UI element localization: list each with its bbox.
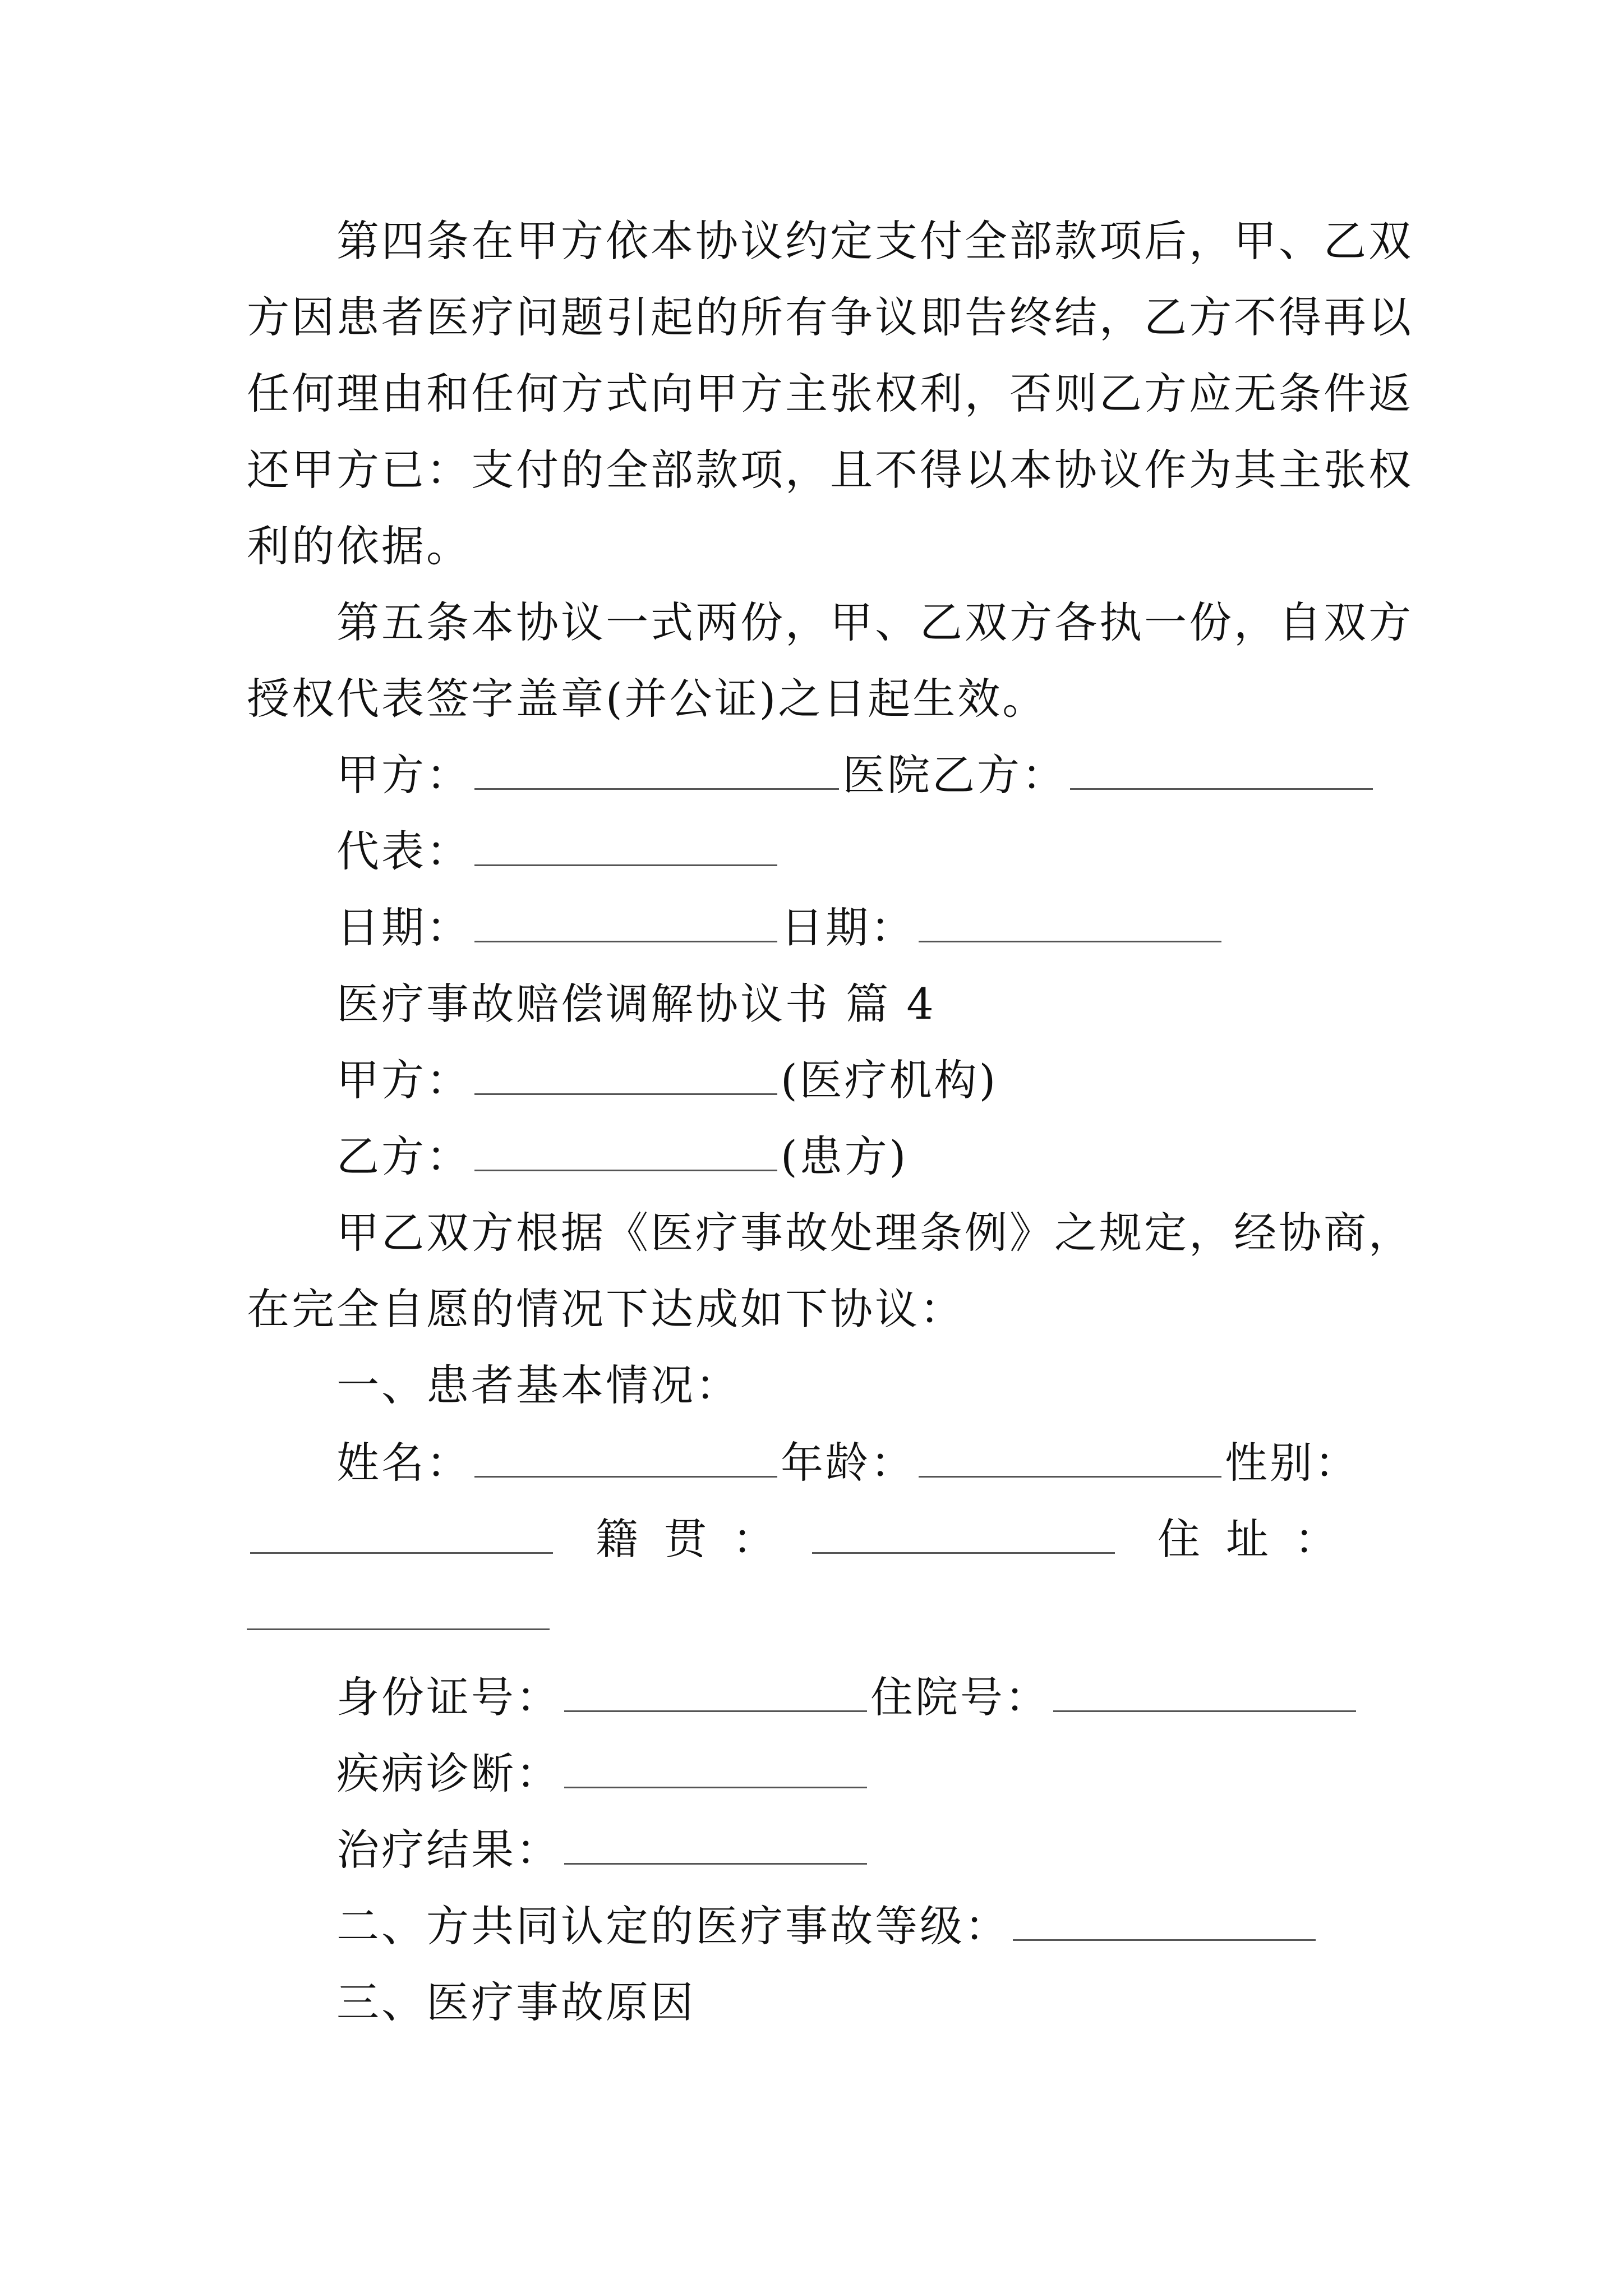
accident-grade-blank: [1013, 1899, 1316, 1941]
article4-line3: 任何理由和任何方式向甲方主张权利，否则乙方应无条件返: [247, 369, 1413, 418]
item3-title: 三、医疗事故原因: [336, 1977, 695, 2027]
article4-line1: 第四条在甲方依本协议约定支付全部款项后，甲、乙双: [336, 216, 1413, 266]
patient-name-age-gender-row: [336, 1425, 1359, 1501]
section4-party-b-label: 乙方：: [336, 1131, 471, 1181]
gender-label: 性别：: [1225, 1438, 1359, 1488]
age-label: 年龄：: [781, 1438, 915, 1488]
section4-party-a-row: [336, 1042, 998, 1119]
address-label: 住址：: [1158, 1514, 1363, 1564]
date-blank-1: [474, 900, 777, 942]
section4-party-b-note: (患方): [781, 1131, 909, 1181]
section4-intro-line1: 甲乙双方根据《医疗事故处理条例》之规定，经协商，: [336, 1208, 1413, 1258]
id-number-label: 身份证号：: [336, 1672, 561, 1722]
representative-blank: [474, 824, 777, 866]
age-blank: [919, 1435, 1221, 1478]
diagnosis-row: [336, 1736, 870, 1812]
admission-number-blank: [1053, 1670, 1356, 1712]
article4-line5: 利的依据。: [247, 521, 471, 571]
party-a-label: 甲方：: [336, 750, 471, 800]
native-address-row: [247, 1501, 1363, 1577]
id-admission-row: [336, 1659, 1359, 1736]
date-row: [336, 890, 1225, 966]
native-place-label: 籍贯：: [596, 1514, 801, 1564]
section4-party-b-row: [336, 1119, 908, 1195]
section4-party-a-note: (医疗机构): [781, 1055, 998, 1105]
section4-party-b-blank: [474, 1129, 777, 1171]
diagnosis-label: 疾病诊断：: [336, 1749, 561, 1798]
diagnosis-blank: [564, 1746, 867, 1788]
address-blank: [247, 1588, 550, 1630]
treatment-result-blank: [564, 1823, 867, 1865]
item1-title: 一、患者基本情况：: [336, 1360, 740, 1410]
item2-title: 二、方共同认定的医疗事故等级：: [336, 1901, 1009, 1951]
name-label: 姓名：: [336, 1438, 471, 1488]
section4-intro-line2: 在完全自愿的情况下达成如下协议：: [247, 1284, 965, 1334]
article5-line1: 第五条本协议一式两份，甲、乙双方各执一份，自双方: [336, 597, 1413, 647]
item2-row: [336, 1888, 1319, 1964]
date-label-1: 日期：: [336, 903, 471, 953]
id-number-blank: [564, 1670, 867, 1712]
article4-line4: 还甲方已：支付的全部款项，且不得以本协议作为其主张权: [247, 445, 1413, 495]
treatment-result-label: 治疗结果：: [336, 1825, 561, 1875]
admission-number-label: 住院号：: [870, 1672, 1050, 1722]
article5-line2: 授权代表签字盖章(并公证)之日起生效。: [247, 674, 1048, 724]
party-b-blank: [1070, 748, 1373, 790]
signature-party-row: [336, 737, 1376, 813]
article4-line2: 方因患者医疗问题引起的所有争议即告终结，乙方不得再以: [247, 292, 1413, 342]
representative-row: [336, 813, 781, 890]
date-blank-2: [919, 900, 1221, 942]
date-label-2: 日期：: [781, 903, 915, 953]
name-blank: [474, 1435, 777, 1478]
hospital-party-b-label: 医院乙方：: [842, 750, 1067, 800]
party-a-blank: [474, 748, 839, 790]
gender-blank: [250, 1512, 553, 1554]
address-blank-row: [247, 1577, 553, 1654]
native-place-blank: [812, 1512, 1115, 1554]
treatment-result-row: [336, 1812, 870, 1888]
section4-party-a-blank: [474, 1053, 777, 1095]
section4-title: 医疗事故赔偿调解协议书 篇 4: [336, 979, 936, 1029]
representative-label: 代表：: [336, 826, 471, 876]
section4-party-a-label: 甲方：: [336, 1055, 471, 1105]
